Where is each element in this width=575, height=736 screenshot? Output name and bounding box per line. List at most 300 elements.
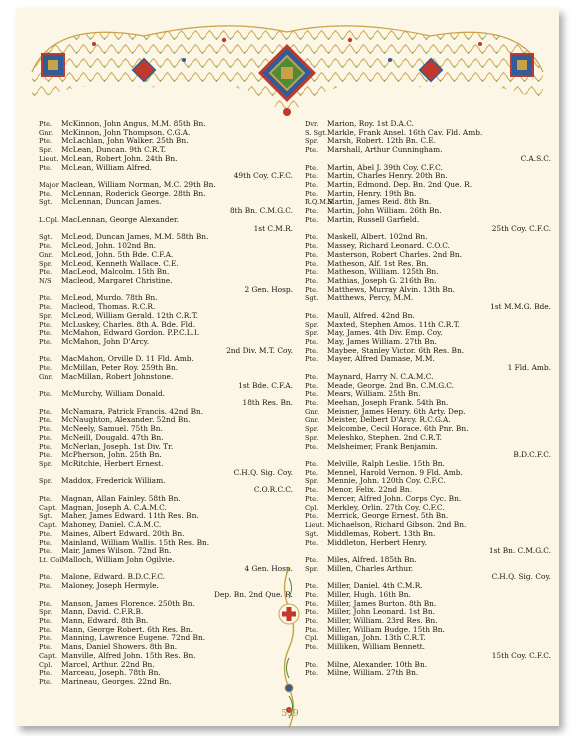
name-unit: McNerlan, Joseph. 1st Div. Tr. [61,442,174,451]
rank [39,347,61,356]
roll-entry [39,355,293,364]
roll-entry [39,565,293,574]
name-unit: Miller, James Burton. 8th Bn. [327,599,437,608]
roll-entry [39,477,293,486]
roll-entry [39,172,293,181]
rank: Pte. [305,599,319,608]
roll-entry [305,120,551,129]
name-unit: McKinnon, John Thompson. C.G.A. [61,128,191,137]
roll-entry [305,547,551,556]
name-unit: Meister, Delbert D'Arcy. R.C.G.A. [327,416,451,425]
rank: Pte. [39,294,53,303]
rank: Pte. [305,207,319,216]
name-unit: May, James William. 27th Bn. [327,337,437,346]
roll-entry [305,172,551,181]
roll-entry [305,600,551,609]
roll-entry [305,390,551,399]
roll-entry [39,617,293,626]
rank: Capt. [39,503,57,512]
roll-entry [39,582,293,591]
roll-entry [305,669,551,678]
roll-entry [305,408,551,417]
name-unit: Merkley, Orlin. 27th Coy. C.F.C. [327,503,445,512]
name-unit: Masterson, Robert Charles. 2nd Bn. [327,250,462,259]
name-unit: McNeill, Dougald. 47th Bn. [61,433,164,442]
roll-entry [305,425,551,434]
name-unit: Middleton, Herbert Henry. [327,538,427,547]
name-unit: Martin, Henry. 19th Bn. [327,189,417,198]
roll-entry [305,608,551,617]
rank [305,225,327,234]
rank: Capt. [39,521,57,530]
rank: Pte. [305,590,319,599]
name-unit: Mair, James Wilson. 72nd Bn. [61,547,172,556]
rank: Pte. [305,242,319,251]
name-unit: 1st C.M.R. [253,224,293,233]
roll-entry [39,207,293,216]
rank: Sgt. [305,294,319,303]
roll-entry [39,364,293,373]
rank: Pte. [305,608,319,617]
roll-entry [39,521,293,530]
name-unit: Marcel, Arthur. 22nd Bn. [61,660,155,669]
roll-entry [39,399,293,408]
rank [39,469,61,478]
name-unit: 49th Coy. C.F.C. [233,172,293,181]
roll-entry [39,434,293,443]
name-unit: Milligan, John. 13th C.R.T. [327,634,426,643]
roll-entry [305,399,551,408]
roll-entry [305,181,551,190]
name-unit: Martin, John William. 26th Bn. [327,207,442,216]
name-unit: McLeod, Duncan James, M.M. 58th Bn. [61,233,209,242]
roll-entry [39,416,293,425]
roll-entry [39,600,293,609]
roll-entry [39,504,293,513]
name-unit: Matheson, William. 125th Bn. [327,268,439,277]
name-unit: B.D.C.F.C. [513,451,551,460]
rank [39,286,61,295]
name-unit: Meleshko, Stephen. 2nd C.R.T. [327,433,442,442]
roll-entry [305,582,551,591]
rank [39,225,61,234]
name-unit: Martin, Abel J. 39th Coy. C.F.C. [327,163,443,172]
name-unit: Dep. Bn. 2nd Que. R. [214,590,293,599]
rank: Pte. [39,669,53,678]
rank: Lt. Col. [39,555,64,564]
rank: Pte. [39,547,53,556]
rank: Pte. [305,181,319,190]
rank: Pte. [305,555,319,564]
rank: Pte. [39,268,53,277]
name-unit: Miller, William Budge. 15th Bn. [327,625,445,634]
rank [39,591,61,600]
rank: Cpl. [39,660,53,669]
name-unit: Mans, Daniel Showers. 8th Bn. [61,643,178,652]
rank: Pte. [305,146,319,155]
name-unit: Marceau, Joseph. 78th Bn. [61,669,161,678]
rank: R.Q.M.S. [305,198,335,207]
roll-entry [305,198,551,207]
name-unit: C.O.R.C.C. [253,486,293,495]
name-unit: Millen, Charles Arthur. [327,564,414,573]
rank: Pte. [305,172,319,181]
roll-entry [39,120,293,129]
rank: Spr. [39,460,53,469]
name-unit: 1st M.M.G. Bde. [490,303,551,312]
rank: Pte. [305,372,319,381]
rank: Sgt. [39,198,53,207]
rank: Pte. [39,573,53,582]
roll-entry [305,155,551,164]
rank [39,172,61,181]
roll-entry [39,260,293,269]
name-unit: 2nd Div. M.T. Coy. [226,346,293,355]
name-unit: MacLeod, Malcolm. 15th Bn. [61,268,170,277]
center-vine-ornament [278,568,300,728]
roll-entry [305,347,551,356]
roll-entry [305,164,551,173]
roll-entry [39,678,293,687]
name-unit: Maskell, Albert. 102nd Bn. [327,233,428,242]
name-unit: Mann, George Robert. 6th Res. Bn. [61,625,193,634]
roll-entry [305,486,551,495]
name-unit: McLeod, John. 102nd Bn. [61,242,156,251]
rank: Pte. [39,242,53,251]
left-name-column [39,120,293,687]
name-unit: Mennel, Harold Vernon. 9 Fld. Amb. [327,468,463,477]
right-name-column [305,120,551,678]
name-unit: Mahoney, Daniel. C.A.M.C. [61,521,162,530]
roll-entry [39,661,293,670]
roll-entry [305,661,551,670]
roll-entry [305,242,551,251]
roll-entry [39,608,293,617]
roll-entry [305,434,551,443]
name-unit: McLuskey, Charles. 8th A. Bde. Fld. [61,320,196,329]
rank: Sgt. [39,512,53,521]
roll-entry [305,451,551,460]
roll-entry [39,530,293,539]
roll-entry [39,512,293,521]
rank: Gnr. [39,250,54,259]
rank: Gnr. [39,128,54,137]
roll-entry [305,539,551,548]
rank: Pte. [39,625,53,634]
roll-entry [305,634,551,643]
roll-entry [39,443,293,452]
roll-entry [305,260,551,269]
rank: Pte. [39,390,53,399]
rank: Pte. [39,616,53,625]
name-unit: Middlemas, Robert. 13th Bn. [327,529,436,538]
rank: Gnr. [305,407,320,416]
rank: Sgt. [39,233,53,242]
rank: Spr. [305,137,319,146]
roll-entry [305,286,551,295]
rank: S. Sgt. [305,128,327,137]
roll-entry [305,652,551,661]
name-unit: Miles, Alfred. 185th Bn. [327,555,417,564]
name-unit: Maher, James Edward. 11th Res. Bn. [61,512,199,521]
rank [305,303,327,312]
rank: Spr. [39,259,53,268]
name-unit: McMillan, Peter Roy. 259th Bn. [61,364,179,373]
name-unit: Manning, Lawrence Eugene. 72nd Bn. [61,634,206,643]
roll-entry [39,216,293,225]
name-unit: Mann, David. C.F.R.B. [61,608,144,617]
roll-entry [39,547,293,556]
page-number: 539 [281,709,299,719]
roll-entry [39,486,293,495]
rank: L.Cpl. [39,215,59,224]
name-unit: 1st Bn. C.M.G.C. [488,547,551,556]
name-unit: Maull, Alfred. 42nd Bn. [327,311,415,320]
rank: Pte. [305,399,319,407]
name-unit: McMurchy, William Donald. [61,390,166,399]
rank: Pte. [305,442,319,451]
name-unit: Marineau, Georges. 22nd Bn. [61,678,172,686]
name-unit: Mears, William. 25th Bn. [327,390,421,399]
name-unit: MacMillan, Robert Johnstone. [61,372,174,381]
rank: Gnr. [39,372,54,381]
rank: Pte. [305,460,319,469]
roll-entry [305,573,551,582]
rank: Spr. [305,320,319,329]
roll-entry [305,338,551,347]
roll-entry [39,155,293,164]
roll-entry [305,443,551,452]
rank: Pte. [305,355,319,364]
name-unit: Matthews, Percy, M.M. [327,294,414,303]
name-unit: Mathias, Joseph G. 216th Bn. [327,276,437,285]
roll-entry [305,469,551,478]
roll-entry [39,164,293,173]
name-unit: Martin, James Reid. 8th Bn. [327,198,432,207]
roll-entry [305,312,551,321]
name-unit: McLennan, Roderick George. 28th Bn. [61,189,206,198]
rank: Spr. [39,477,53,486]
roll-entry [39,643,293,652]
roll-entry [39,190,293,199]
rank: Pte. [39,494,53,503]
rank: Capt. [39,651,57,660]
name-unit: McLeod, William Gerald. 12th C.R.T. [61,311,198,320]
rank: Pte. [305,337,319,346]
rank: Pte. [39,451,53,460]
roll-entry [305,504,551,513]
roll-entry [39,312,293,321]
roll-entry [305,137,551,146]
roll-entry [39,198,293,207]
name-unit: Miller, Daniel. 4th C.M.R. [327,582,423,591]
roll-entry [305,512,551,521]
name-unit: Martin, Russell Garfield. [327,215,420,224]
rank: Cpl. [305,634,319,643]
name-unit: McRitchie, Herbert Ernest. [61,460,164,469]
roll-entry [39,539,293,548]
name-unit: McLean, William Alfred. [61,163,152,172]
name-unit: Milne, Alexander. 10th Bn. [327,660,428,669]
rank: Pte. [305,468,319,477]
name-unit: Manson, James Florence. 250th Bn. [61,599,195,608]
rank: Major [39,181,59,190]
rank: Pte. [305,311,319,320]
rank: Pte. [39,582,53,591]
roll-entry [305,626,551,635]
roll-entry [39,591,293,600]
name-unit: C.H.Q. Sig. Coy. [491,573,551,582]
roll-entry [39,469,293,478]
rank: Pte. [305,259,319,268]
name-unit: Marshall, Arthur Cunningham. [327,146,443,155]
roll-entry [39,225,293,234]
rank: Pte. [39,643,53,652]
roll-entry [39,338,293,347]
roll-entry [39,451,293,460]
rank: Pte. [39,189,53,198]
name-unit: Milliken, William Bennett. [327,643,426,652]
name-unit: McLeod, Murdo. 78th Bn. [61,294,158,303]
roll-entry [39,669,293,678]
rank [39,382,61,391]
rank: Pte. [39,303,53,312]
rank: Sgt. [305,529,319,538]
rank [39,207,61,216]
roll-entry [305,321,551,330]
rank: Pte. [305,486,319,495]
roll-entry [39,251,293,260]
rank: Pte. [39,329,53,338]
name-unit: Milne, William. 27th Bn. [327,669,419,678]
name-unit: Miller, William. 23rd Res. Bn. [327,616,438,625]
name-unit: McLachlan, John Walker. 25th Bn. [61,137,189,146]
roll-entry [39,329,293,338]
name-unit: Mercer, Alfred John. Corps Cyc. Bn. [327,494,462,503]
roll-entry [39,233,293,242]
rank: Pte. [39,120,53,128]
name-unit: Maynard, Harry N. C.A.M.C. [327,372,434,381]
name-unit: Maxted, Stephen Amos. 11th C.R.T. [327,320,460,329]
name-unit: Massey, Richard Leonard. C.O.C. [327,242,450,251]
rank [39,486,61,495]
name-unit: 15th Coy. C.F.C. [491,651,551,660]
roll-entry [39,286,293,295]
rank: Pte. [39,442,53,451]
name-unit: 18th Res. Bn. [242,399,293,407]
name-unit: McLean, Robert John. 24th Bn. [61,154,178,163]
name-unit: McLean, Duncan. 9th C.R.T. [61,146,166,155]
rank: Pte. [39,407,53,416]
rank [305,573,327,582]
roll-entry [39,146,293,155]
name-unit: 25th Coy. C.F.C. [491,224,551,233]
name-unit: McMahon, Edward Gordon. P.P.C.L.I. [61,329,200,338]
roll-entry [39,408,293,417]
name-unit: 2 Gen. Hosp. [244,285,293,294]
roll-entry [305,416,551,425]
name-unit: McLeod, Kenneth Wallace. C.E. [61,259,179,268]
rank: Pte. [39,137,53,146]
rank: Lieut. [305,521,325,530]
roll-entry [305,382,551,391]
roll-entry [39,652,293,661]
name-unit: Maloney, Joseph Hermyle. [61,582,159,591]
name-unit: Markle, Frank Ansel. 16th Cav. Fld. Amb. [327,128,483,137]
rank: Pte. [39,678,53,686]
name-unit: Mainland, William Wallis. 15th Res. Bn. [61,538,210,547]
name-unit: 8th Bn. C.M.G.C. [229,207,293,216]
name-unit: McPherson, John. 25th Bn. [61,451,162,460]
rank: Pte. [305,660,319,669]
name-unit: McNeely, Samuel. 75th Bn. [61,425,163,434]
roll-entry [39,373,293,382]
name-unit: McNamara, Patrick Francis. 42nd Bn. [61,407,204,416]
rank: Pte. [305,494,319,503]
rank [305,155,327,164]
rank [305,364,327,373]
rank: Pte. [39,529,53,538]
rank: Spr. [305,433,319,442]
name-unit: May, James. 4th Div. Emp. Coy. [327,329,443,338]
rank: Pte. [39,634,53,643]
rank: Pte. [305,233,319,242]
roll-entry [39,294,293,303]
rank: Gnr. [305,416,320,425]
roll-entry [39,129,293,138]
name-unit: McMahon, John D'Arcy. [61,337,150,346]
name-unit: Matheson, Alf. 1st Res. Bn. [327,259,429,268]
rank [305,652,327,661]
name-unit: C.H.Q. Sig. Coy. [233,468,293,477]
roll-entry [305,643,551,652]
roll-entry [39,390,293,399]
roll-entry [39,573,293,582]
name-unit: Maddox, Frederick William. [61,477,166,486]
rank: Pte. [39,163,53,172]
name-unit: Maines, Albert Edward. 20th Bn. [61,529,185,538]
roll-entry [305,268,551,277]
name-unit: 1st Bde. C.F.A. [238,381,293,390]
roll-entry [39,460,293,469]
roll-entry [305,373,551,382]
name-unit: Melsheimer, Frank Benjamin. [327,442,438,451]
name-unit: 1 Fld. Amb. [507,364,551,373]
name-unit: 4 Gen. Hosp. [244,564,293,573]
rank: Pte. [305,625,319,634]
name-unit: Macleod, Thomas. R.C.R. [61,303,156,312]
roll-entry [305,495,551,504]
name-unit: Meehan, Joseph Frank. 54th Bn. [327,399,449,407]
rank: Lieut. [39,154,59,163]
rank: Spr. [39,146,53,155]
roll-entry [39,347,293,356]
roll-entry [305,530,551,539]
name-unit: McKinnon, John Angus, M.M. 85th Bn. [61,120,206,128]
rank: Pte. [39,337,53,346]
rank [39,399,61,408]
rank: Pte. [305,538,319,547]
name-unit: Meade, George. 2nd Bn. C.M.G.C. [327,381,455,390]
roll-entry [39,242,293,251]
rank [39,565,61,574]
rank: Pte. [39,416,53,425]
roll-entry [305,477,551,486]
rank: Pte. [305,189,319,198]
name-unit: Meisner, James Henry. 6th Arty. Dep. [327,407,466,416]
rank: Pte. [305,276,319,285]
roll-entry [39,626,293,635]
